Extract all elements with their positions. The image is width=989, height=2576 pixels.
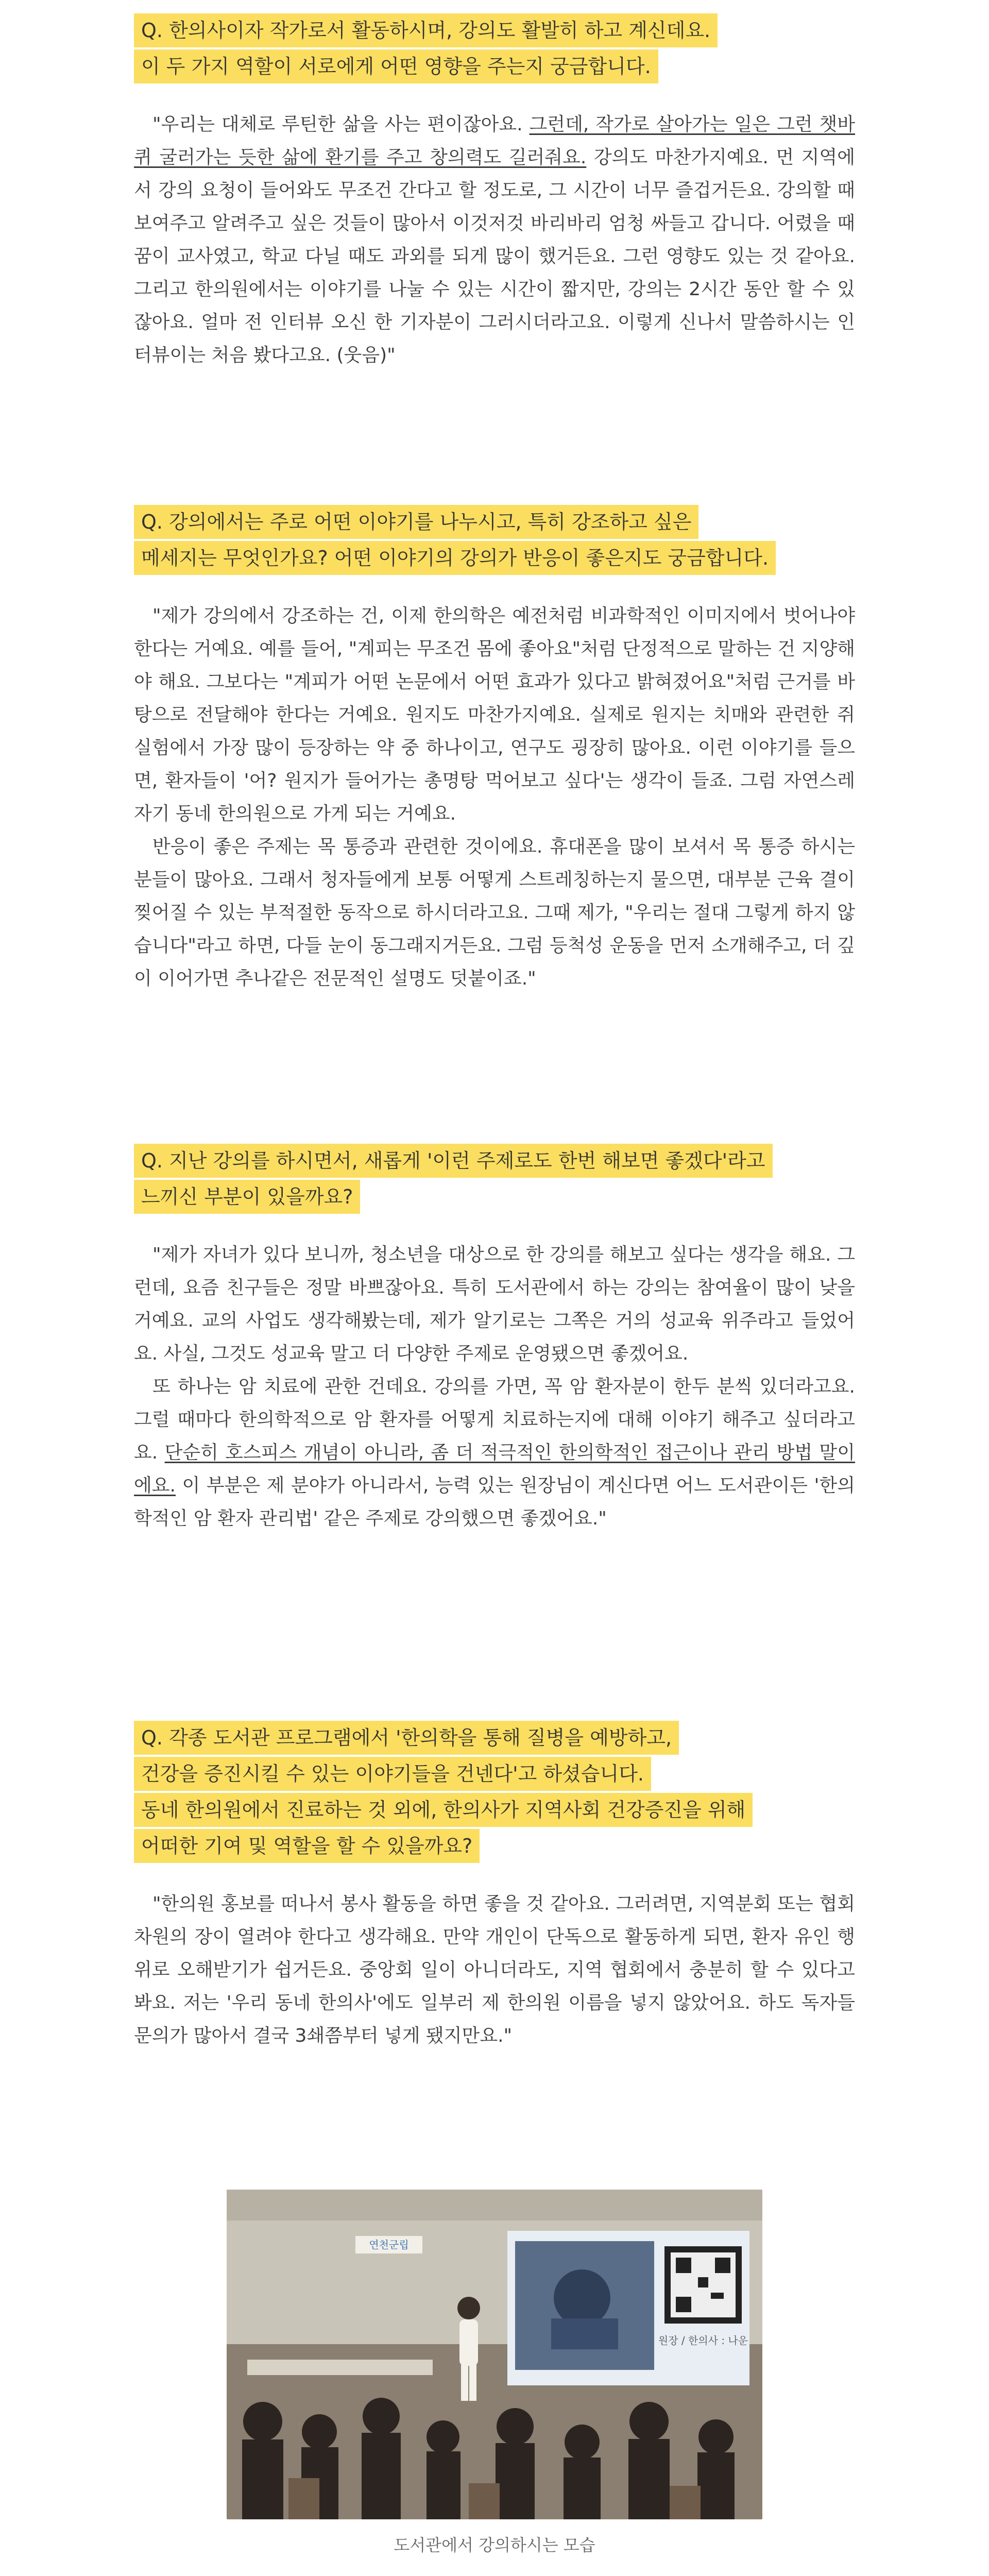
answer-2: [134, 600, 855, 995]
slide-label: 원장 / 한의사 : 나운: [658, 2334, 748, 2347]
answer-paragraph: "제가 자녀가 있다 보니까, 청소년을 대상으로 한 강의를 해보고 싶다는 생각을 해요. 그런데, 요즘 친구들은 정말 바쁘잖아요. 특히 도서관에서 하는 강의는 참여율이 많이 낮을거예요. 교의 사업도 생각해봤는데, 제가 알기로는 그쪽은 거의 성교육 위주라고 들었어요. 사실, 그것도 성교육 말고 더 다양한 주제로 운영됐으면 좋겠어요.: [134, 1244, 855, 1364]
question-2: [134, 505, 855, 577]
answer-1: [134, 108, 855, 372]
answer-paragraph: "제가 강의에서 강조하는 건, 이제 한의학은 예전처럼 비과학적인 이미지에서 벗어나야 한다는 거예요. 예를 들어, "계피는 무조건 몸에 좋아요"처럼 단정적으로 말하는 건 지양해야 해요. 그보다는 "계피가 어떤 논문에서 어떤 효과가 있다고 밝혀졌어요"처럼 근거를 바탕으로 전달해야 한다는 거예요. 원지도 마찬가지예요. 실제로 원지는 치매와 관련한 쥐 실험에서 가장 많이 등장하는 약 중 하나이고, 연구도 굉장히 많아요. 이런 이야기를 들으면, 환자들이 '어? 원지가 들어가는 총명탕 먹어보고 싶다'는 생각이 들죠. 그럼 자연스레 자기 동네 한의원으로 가게 되는 거예요.: [134, 605, 855, 824]
qa-section-2: [134, 505, 855, 995]
lecture-photo-caption: 도서관에서 강의하시는 모습: [394, 2535, 595, 2555]
question-line: Q. 한의사이자 작가로서 활동하시며, 강의도 활발히 하고 계신데요.: [134, 13, 718, 47]
question-3: [134, 1144, 855, 1216]
question-line: 느끼신 부분이 있을까요?: [134, 1180, 360, 1214]
question-4: [134, 1721, 855, 1865]
question-line: 메세지는 무엇인가요? 어떤 이야기의 강의가 반응이 좋은지도 궁금합니다.: [134, 541, 776, 575]
wall-logo-text: 연천군립: [369, 2239, 409, 2251]
question-line: 동네 한의원에서 진료하는 것 외에, 한의사가 지역사회 건강증진을 위해: [134, 1793, 753, 1827]
question-line: 건강을 증진시킬 수 있는 이야기들을 건넨다'고 하셨습니다.: [134, 1757, 651, 1791]
answer-paragraph: "한의원 홍보를 떠나서 봉사 활동을 하면 좋을 것 같아요. 그러려면, 지역분회 또는 협회 차원의 장이 열려야 한다고 생각해요. 만약 개인이 단독으로 활동하게 되면, 환자 유인 행위로 오해받기가 쉽거든요. 중앙회 일이 아니더라도, 지역 협회에서 충분히 할 수 있다고 봐요. 저는 '우리 동네 한의사'에도 일부러 제 한의원 이름을 넣지 않았어요. 하도 독자들 문의가 많아서 결국 3쇄쯤부터 넣게 됐지만요.": [134, 1893, 855, 2046]
qa-section-3: [134, 1144, 855, 1535]
question-line: Q. 지난 강의를 하시면서, 새롭게 '이런 주제로도 한번 해보면 좋겠다'라고: [134, 1144, 773, 1178]
question-line: 어떠한 기여 및 역할을 할 수 있을까요?: [134, 1829, 480, 1863]
qa-section-4: [134, 1721, 855, 2053]
question-line: 이 두 가지 역할이 서로에게 어떤 영향을 주는지 궁금합니다.: [134, 49, 658, 83]
question-1: [134, 13, 855, 86]
lecture-photo: [227, 2190, 762, 2519]
question-line: Q. 강의에서는 주로 어떤 이야기를 나누시고, 특히 강조하고 싶은: [134, 505, 698, 539]
answer-3: [134, 1239, 855, 1535]
question-line: Q. 각종 도서관 프로그램에서 '한의학을 통해 질병을 예방하고,: [134, 1721, 679, 1755]
answer-paragraph: 반응이 좋은 주제는 목 통증과 관련한 것이에요. 휴대폰을 많이 보셔서 목 통증 하시는 분들이 많아요. 그래서 청자들에게 보통 어떻게 스트레칭하는지 물으면, 대부분 근육 결이 찢어질 수 있는 부적절한 동작으로 하시더라고요. 그때 제가, "우리는 절대 그렇게 하지 않습니다"라고 하면, 다들 눈이 동그래지거든요. 그럼 등척성 운동을 먼저 소개해주고, 더 깊이 이어가면 추나같은 전문적인 설명도 덧붙이죠.": [134, 836, 855, 989]
lecture-photo-illustration: [227, 2190, 762, 2519]
answer-paragraph: "우리는 대체로 루틴한 삶을 사는 편이잖아요. 그런데, 작가로 살아가는 일은 그런 챗바퀴 굴러가는 듯한 삶에 환기를 주고 창의력도 길러줘요. 강의도 마찬가지예요. 먼 지역에서 강의 요청이 들어와도 무조건 간다고 할 정도로, 그 시간이 너무 즐겁거든요. 강의할 때 보여주고 알려주고 싶은 것들이 많아서 이것저것 바리바리 엄청 싸들고 갑니다. 어렸을 때 꿈이 교사였고, 학교 다닐 때도 과외를 되게 많이 했거든요. 그런 영향도 있는 것 같아요. 그리고 한의원에서는 이야기를 나눌 수 있는 시간이 짧지만, 강의는 2시간 동안 할 수 있잖아요. 얼마 전 인터뷰 오신 한 기자분이 그러시더라고요. 이렇게 신나서 말씀하시는 인터뷰이는 처음 봤다고요. (웃음)": [134, 114, 855, 366]
answer-paragraph: 또 하나는 암 치료에 관한 건데요. 강의를 가면, 꼭 암 환자분이 한두 분씩 있더라고요. 그럴 때마다 한의학적으로 암 환자를 어떻게 치료하는지에 대해 이야기 해주고 싶더라고요. 단순히 호스피스 개념이 아니라, 좀 더 적극적인 한의학적인 접근이나 관리 방법 말이에요. 이 부분은 제 분야가 아니라서, 능력 있는 원장님이 계신다면 어느 도서관이든 '한의학적인 암 환자 관리법' 같은 주제로 강의했으면 좋겠어요.": [134, 1376, 855, 1529]
qa-section-1: [134, 13, 855, 372]
answer-4: [134, 1888, 855, 2053]
